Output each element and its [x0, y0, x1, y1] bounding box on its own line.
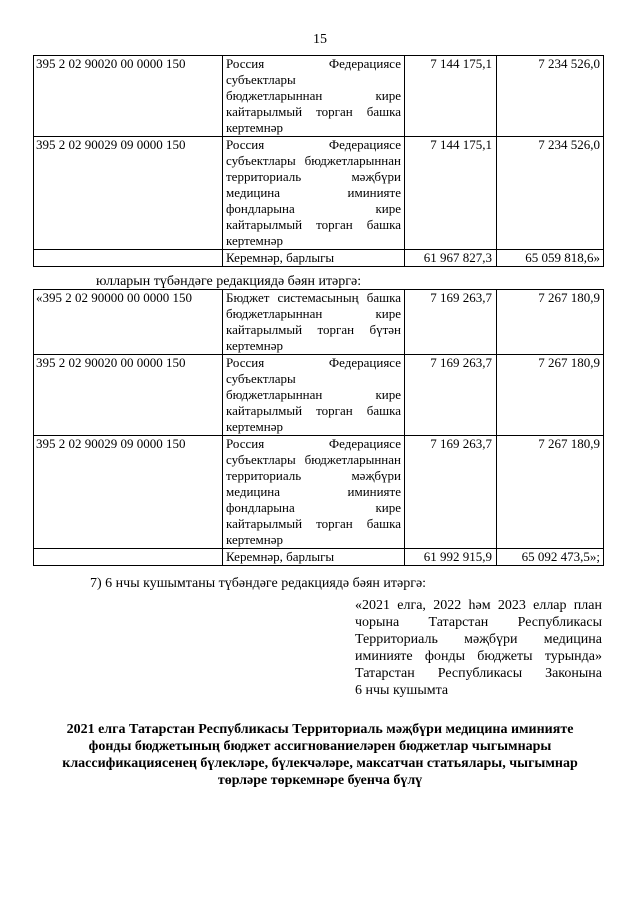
total-2022: 61 992 915,9: [405, 549, 497, 566]
row-description: Россия Федерациясе субъектлары бюджетларыннан кире кайтарылмый торган башка кертемнәр: [223, 56, 405, 137]
amount-2023: 7 267 180,9: [497, 290, 604, 355]
budget-code: 395 2 02 90020 00 0000 150: [34, 355, 223, 436]
budget-table-revised: [33, 289, 604, 566]
table-row: [34, 436, 604, 549]
total-row: [34, 250, 604, 267]
instruction-text: юлларын түбәндәге редакциядә бәян итәргә:: [96, 274, 362, 289]
amount-2022: 7 144 175,1: [405, 56, 497, 137]
amount-2022: 7 169 263,7: [405, 290, 497, 355]
amount-2023: 7 267 180,9: [497, 355, 604, 436]
budget-table-original: [33, 55, 604, 267]
appendix-line: иминияте фонды бюджеты турында»: [355, 649, 602, 664]
total-2022: 61 967 827,3: [405, 250, 497, 267]
budget-code: «395 2 02 90000 00 0000 150: [34, 290, 223, 355]
row-description: Россия Федерациясе субъектлары бюджетларыннан территориаль мәҗбүри медицина иминияте фондларына кире кайтарылмый торган башка кертемнәр: [223, 137, 405, 250]
total-label: Керемнәр, барлыгы: [223, 250, 405, 267]
page-number: 15: [313, 32, 327, 47]
table-row: [34, 56, 604, 137]
table-row: [34, 355, 604, 436]
appendix-line: 6 нчы кушымта: [355, 683, 449, 698]
amount-2023: 7 267 180,9: [497, 436, 604, 549]
appendix-line: Территориаль мәҗбүри медицина: [355, 632, 602, 647]
table-row: [34, 137, 604, 250]
row-description: Россия Федерациясе субъектлары бюджетларыннан территориаль мәҗбүри медицина иминияте фондларына кире кайтарылмый торган башка кертемнәр: [223, 436, 405, 549]
amount-2022: 7 144 175,1: [405, 137, 497, 250]
budget-code: 395 2 02 90029 09 0000 150: [34, 137, 223, 250]
row-description: Бюджет системасының башка бюджетларыннан кире кайтарылмый торган бүтән кертемнәр: [223, 290, 405, 355]
table-row: [34, 290, 604, 355]
row-description: Россия Федерациясе субъектлары бюджетларыннан кире кайтарылмый торган башка кертемнәр: [223, 355, 405, 436]
budget-code: 395 2 02 90020 00 0000 150: [34, 56, 223, 137]
amount-2023: 7 234 526,0: [497, 56, 604, 137]
appendix-reference: [355, 597, 602, 699]
total-label: Керемнәр, барлыгы: [223, 549, 405, 566]
amount-2022: 7 169 263,7: [405, 436, 497, 549]
total-2023: 65 092 473,5»;: [497, 549, 604, 566]
appendix-line: «2021 елга, 2022 һәм 2023 еллар план: [355, 598, 602, 613]
amount-2022: 7 169 263,7: [405, 355, 497, 436]
budget-code: [34, 250, 223, 267]
instruction-text: 7) 6 нчы кушымтаны түбәндәге редакциядә бәян итәргә:: [90, 576, 427, 591]
total-2023: 65 059 818,6»: [497, 250, 604, 267]
amount-2023: 7 234 526,0: [497, 137, 604, 250]
appendix-line: Татарстан Республикасы Законына: [355, 666, 602, 681]
budget-code: 395 2 02 90029 09 0000 150: [34, 436, 223, 549]
section-title: 2021 елга Татарстан Республикасы Территориаль мәҗбүри медицина иминияте фонды бюджетының бюджет ассигнованиеләрен бюджетлар чыгымнары классификациясенең бүлекләре, бүлекчәләре, максатчан статьялары, чыгымнар төрләре төркемнәре буенча бүлү: [62, 722, 578, 788]
total-row: [34, 549, 604, 566]
budget-code: [34, 549, 223, 566]
appendix-line: чорына Татарстан Республикасы: [355, 615, 602, 630]
